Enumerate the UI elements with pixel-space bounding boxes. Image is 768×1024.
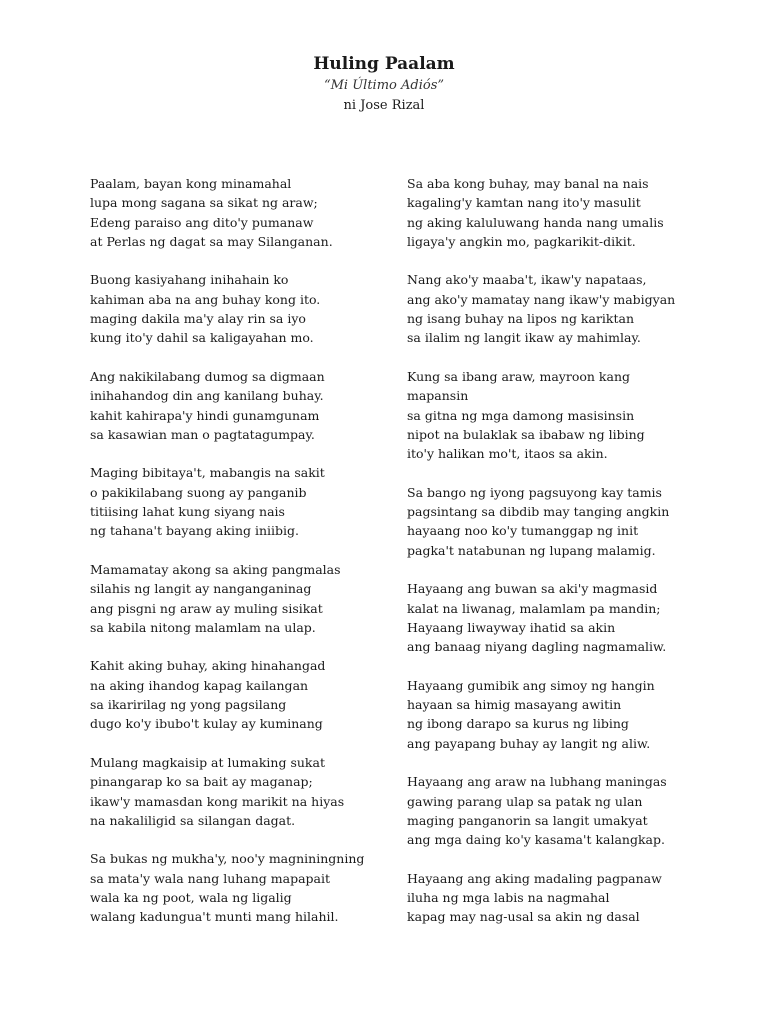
poem-line: na aking ihandog kapag kailangan [90, 677, 309, 693]
poem-line: maging panganorin sa langit umakyat [407, 812, 648, 828]
poem-line: Hayaang ang aking madaling pagpanaw [407, 870, 662, 886]
poem-line: Sa aba kong buhay, may banal na nais [407, 176, 649, 191]
poem-line: Sa bukas ng mukha'y, noo'y magniningning [90, 851, 365, 867]
poem-line: Kung sa ibang araw, mayroon kang [407, 368, 630, 384]
stanza [407, 367, 707, 463]
poem-line: ang banaag niyang dagling nagmamaliw. [407, 639, 667, 655]
poem-line: kalat na liwanag, malamlam pa mandin; [407, 600, 661, 616]
poem-line: Nang ako'y maaba't, ikaw'y napataas, [407, 272, 647, 288]
poem-subtitle: “Mi Último Adiós” [323, 78, 445, 93]
poem-line: ang payapang buhay ay langit ng aliw. [407, 735, 651, 751]
poem-line: Hayaang liwayway ihatid sa akin [407, 619, 616, 635]
stanza [407, 772, 707, 849]
poem-line: walang kadungua't munti mang hilahil. [90, 909, 339, 925]
poem-line: Mulang magkaisip at lumaking sukat [90, 754, 325, 770]
stanza [407, 270, 707, 347]
poem-line: hayaang noo ko'y tumanggap ng init [407, 523, 639, 539]
stanza [407, 483, 707, 560]
poem-line: Kahit aking buhay, aking hinahangad [90, 658, 326, 674]
poem-line: ang ako'y mamatay nang ikaw'y mabigyan [407, 291, 676, 307]
stanza [90, 174, 390, 251]
poem-line: kahit kahirapa'y hindi gunamgunam [90, 407, 320, 423]
poem-line: iluha ng mga labis na nagmahal [407, 889, 610, 905]
poem-line: Maging bibitaya't, mabangis na sakit [90, 465, 325, 481]
poem-line: Ang nakikilabang dumog sa digmaan [90, 368, 325, 384]
stanza [407, 676, 707, 753]
poem-line: maging dakila ma'y alay rin sa iyo [90, 311, 306, 327]
poem-line: ligaya'y angkin mo, pagkarikit-dikit. [407, 233, 636, 249]
poem-line: pagsintang sa dibdib may tanging angkin [407, 504, 670, 520]
poem-line: Buong kasiyahang inihahain ko [90, 272, 289, 288]
poem-line: na nakaliligid sa silangan dagat. [90, 812, 296, 828]
poem-line: hayaan sa himig masayang awitin [407, 697, 622, 713]
poem-line: Edeng paraiso ang dito'y pumanaw [90, 214, 314, 230]
poem-line: Sa bango ng iyong pagsuyong kay tamis [407, 484, 662, 500]
poem-line: gawing parang ulap sa patak ng ulan [407, 793, 643, 809]
stanza [90, 367, 390, 444]
stanza [90, 849, 390, 926]
poem-column-left [90, 174, 390, 946]
poem-line: kagaling'y kamtan nang ito'y masulit [407, 195, 641, 211]
poem-line: pinangarap ko sa bait ay maganap; [90, 774, 313, 790]
poem-line: titiising lahat kung siyang nais [90, 504, 285, 520]
poem-line: ng aking kaluluwang handa nang umalis [407, 214, 664, 230]
poem-line: sa gitna ng mga damong masisinsin [407, 407, 635, 423]
poem-line: nipot na bulaklak sa ibabaw ng libing [407, 426, 645, 442]
poem-line: ikaw'y mamasdan kong marikit na hiyas [90, 793, 345, 809]
poem-line: kahiman aba na ang buhay kong ito. [90, 291, 321, 307]
poem-line: Paalam, bayan kong minamahal [90, 176, 292, 191]
poem-author: ni Jose Rizal [343, 98, 425, 113]
poem-line: kung ito'y dahil sa kaligayahan mo. [90, 330, 314, 346]
poem-line: mapansin [407, 388, 469, 404]
poem-line: inihahandog din ang kanilang buhay. [90, 388, 324, 404]
poem-line: sa kasawian man o pagtatagumpay. [90, 426, 315, 442]
stanza [407, 174, 707, 251]
poem-line: ng ibong darapo sa kurus ng libing [407, 716, 629, 732]
poem-title: Huling Paalam [313, 54, 455, 74]
poem-line: ang mga daing ko'y kasama't kalangkap. [407, 832, 665, 848]
poem-line: Hayaang ang buwan sa aki'y magmasid [407, 581, 658, 597]
poem-line: pagka't natabunan ng lupang malamig. [407, 542, 656, 558]
poem-line: sa ikaririlag ng yong pagsilang [90, 697, 287, 713]
poem-line: sa ilalim ng langit ikaw ay mahimlay. [407, 330, 641, 346]
poem-line: ng isang buhay na lipos ng kariktan [407, 311, 635, 327]
poem-line: at Perlas ng dagat sa may Silanganan. [90, 233, 333, 249]
poem-line: lupa mong sagana sa sikat ng araw; [90, 195, 318, 211]
poem-line: ito'y halikan mo't, itaos sa akin. [407, 446, 608, 462]
poem-line: kapag may nag-usal sa akin ng dasal [407, 909, 640, 925]
poem-line: sa mata'y wala nang luhang mapapait [90, 870, 331, 886]
stanza [90, 560, 390, 637]
poem-column-right [407, 174, 707, 946]
poem-line: dugo ko'y ibubo't kulay ay kuminang [90, 716, 323, 732]
poem-line: o pakikilabang suong ay panganib [90, 484, 307, 500]
poem-line: ng tahana't bayang aking iniibig. [90, 523, 300, 539]
poem-line: silahis ng langit ay nanganganinag [90, 581, 312, 597]
poem-line: Hayaang ang araw na lubhang maningas [407, 774, 667, 790]
poem-line: Mamamatay akong sa aking pangmalas [90, 561, 341, 577]
stanza [407, 579, 707, 656]
stanza [90, 270, 390, 347]
stanza [90, 753, 390, 830]
poem-line: wala ka ng poot, wala ng ligalig [90, 889, 292, 905]
poem-line: ang pisgni ng araw ay muling sisikat [90, 600, 323, 616]
poem-line: sa kabila nitong malamlam na ulap. [90, 619, 316, 635]
stanza [90, 656, 390, 733]
stanza [90, 463, 390, 540]
stanza [407, 869, 707, 927]
poem-line: Hayaang gumibik ang simoy ng hangin [407, 677, 655, 693]
